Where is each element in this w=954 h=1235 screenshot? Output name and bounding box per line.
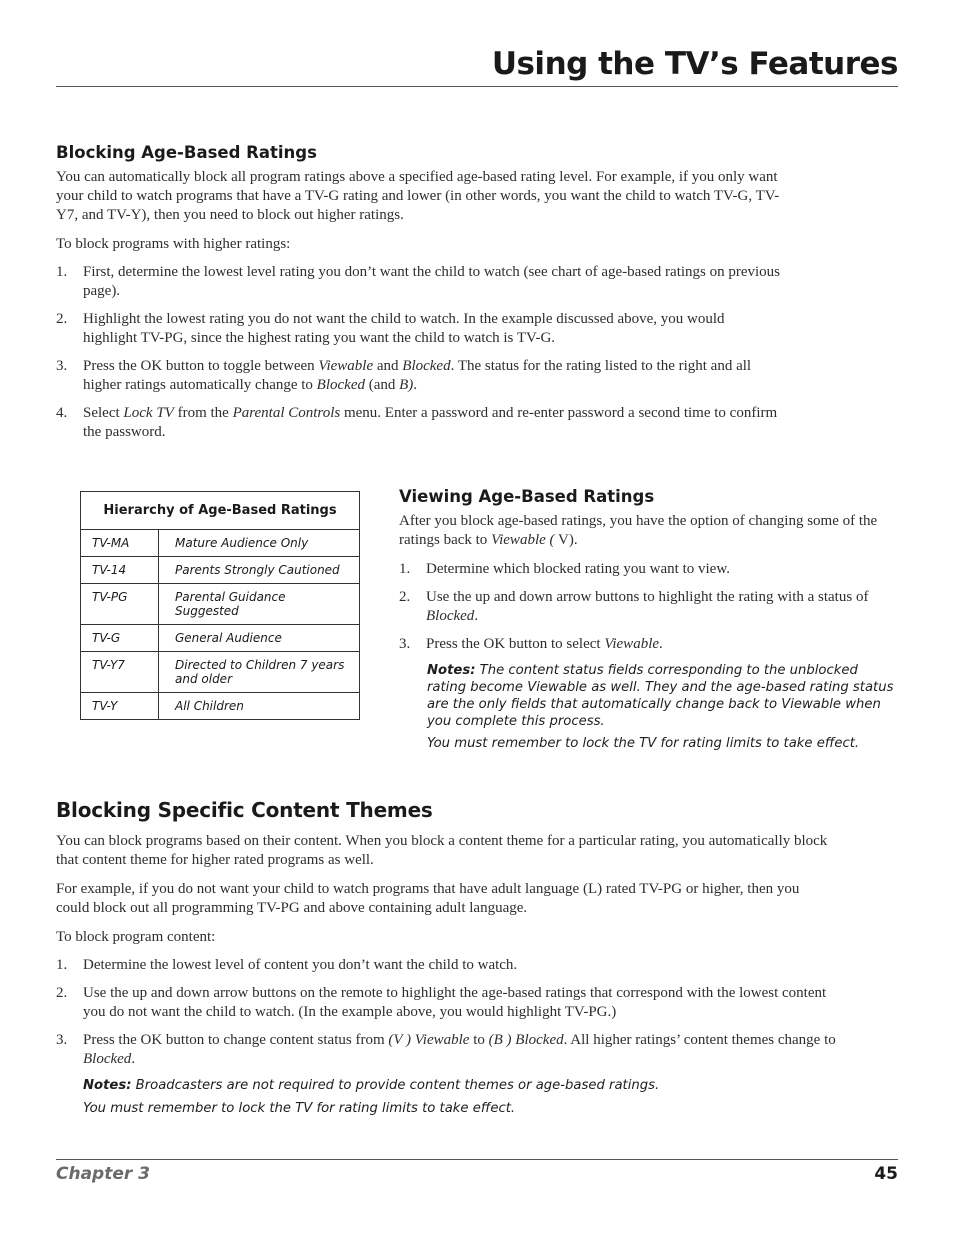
table-row (81, 530, 359, 557)
notes-text: Notes: The content status fields corresponding to the unblocked rating become Viewable as well. They and the age-based rating status are the only fields that automatically change back to Viewable when you complete this process. (427, 663, 894, 729)
ratings-hierarchy-table (80, 491, 360, 720)
list-item: 2. Highlight the lowest rating you do not want the child to watch. In the example discussed above, you would highlight TV-PG, since the highest rating you want the child to watch is TV-G. (56, 311, 725, 346)
intro-paragraph: You can automatically block all program ratings above a specified age-based rating level. For example, if you only want your child to watch programs that have a TV-G rating and lower (in other words, you want the child to watch TV-G, TV-Y7, and TV-Y), then you need to block out higher ratings. (56, 169, 780, 223)
section-heading: Blocking Specific Content Themes (56, 798, 433, 822)
rating-description: All Children (175, 699, 244, 713)
lead-paragraph: To block program content: (56, 929, 216, 945)
section-heading: Blocking Age-Based Ratings (56, 143, 317, 162)
list-item: 1. First, determine the lowest level rating you don’t want the child to watch (see chart of age-based ratings on previous page). (56, 264, 781, 299)
list-item: 2. Use the up and down arrow buttons on the remote to highlight the age-based ratings that correspond with the lowest content you do not want the child to watch. (In the example above, you would highlight TV-PG.) (56, 985, 827, 1020)
rating-code: TV-G (81, 625, 159, 651)
notes-text: Notes: Broadcasters are not required to provide content themes or age-based ratings. (83, 1078, 660, 1093)
rating-code: TV-PG (81, 584, 159, 624)
list-item: 4. Select Lock TV from the Parental Controls menu. Enter a password and re-enter password a second time to confirm the password. (56, 405, 778, 440)
rating-description: Parental Guidance Suggested (175, 590, 286, 618)
reminder-text: You must remember to lock the TV for rating limits to take effect. (427, 736, 860, 751)
list-item: 3. Press the OK button to change content status from (V ) Viewable to (B ) Blocked. All higher ratings’ content themes change to Blocked. (56, 1032, 836, 1067)
paragraph: You can block programs based on their content. When you block a content theme for a particular rating, you automatically block that content theme for higher rated programs as well. (56, 833, 828, 868)
chapter-label: Chapter 3 (56, 1164, 151, 1184)
rating-code: TV-14 (81, 557, 159, 583)
section-heading: Viewing Age-Based Ratings (399, 487, 655, 506)
section-blocking-content-themes (56, 798, 836, 1117)
page-title: Using the TV’s Features (491, 46, 898, 82)
rating-code: TV-Y (81, 693, 159, 719)
list-item: 1. Determine which blocked rating you want to view. (399, 561, 730, 577)
notes-block (83, 1077, 836, 1117)
rating-description: General Audience (175, 631, 282, 645)
table-row (81, 652, 359, 693)
list-item: 1. Determine the lowest level of content you don’t want the child to watch. (56, 957, 518, 973)
table-row (81, 557, 359, 584)
lead-paragraph: To block programs with higher ratings: (56, 236, 291, 252)
list-item: 3. Press the OK button to toggle between Viewable and Blocked. The status for the rating listed to the right and all higher ratings automatically change to Blocked (and B). (56, 358, 752, 393)
rating-code: TV-MA (81, 530, 159, 556)
page-number: 45 (874, 1164, 898, 1184)
reminder-text: You must remember to lock the TV for rating limits to take effect. (83, 1101, 516, 1116)
rating-description: Mature Audience Only (175, 536, 309, 550)
list-item: 3. Press the OK button to select Viewable. (399, 636, 663, 652)
table-row (81, 625, 359, 652)
intro-paragraph: After you block age-based ratings, you have the option of changing some of the ratings back to Viewable ( V). (399, 513, 878, 548)
notes-block (427, 662, 899, 752)
section-blocking-age-based (56, 143, 781, 442)
table-heading: Hierarchy of Age-Based Ratings (81, 492, 359, 530)
section-viewing-age-based (399, 487, 899, 752)
rating-code: TV-Y7 (81, 652, 159, 692)
table-row (81, 584, 359, 625)
paragraph: For example, if you do not want your child to watch programs that have adult language (L) rated TV-PG or higher, then you could block out all programming TV-PG and above containing adult language. (56, 881, 800, 916)
rating-description: Directed to Children 7 years and older (175, 658, 345, 686)
header-rule (56, 86, 898, 87)
rating-description: Parents Strongly Cautioned (175, 563, 340, 577)
list-item: 2. Use the up and down arrow buttons to highlight the rating with a status of Blocked. (399, 589, 869, 624)
footer-rule (56, 1159, 898, 1160)
table-row (81, 693, 359, 719)
